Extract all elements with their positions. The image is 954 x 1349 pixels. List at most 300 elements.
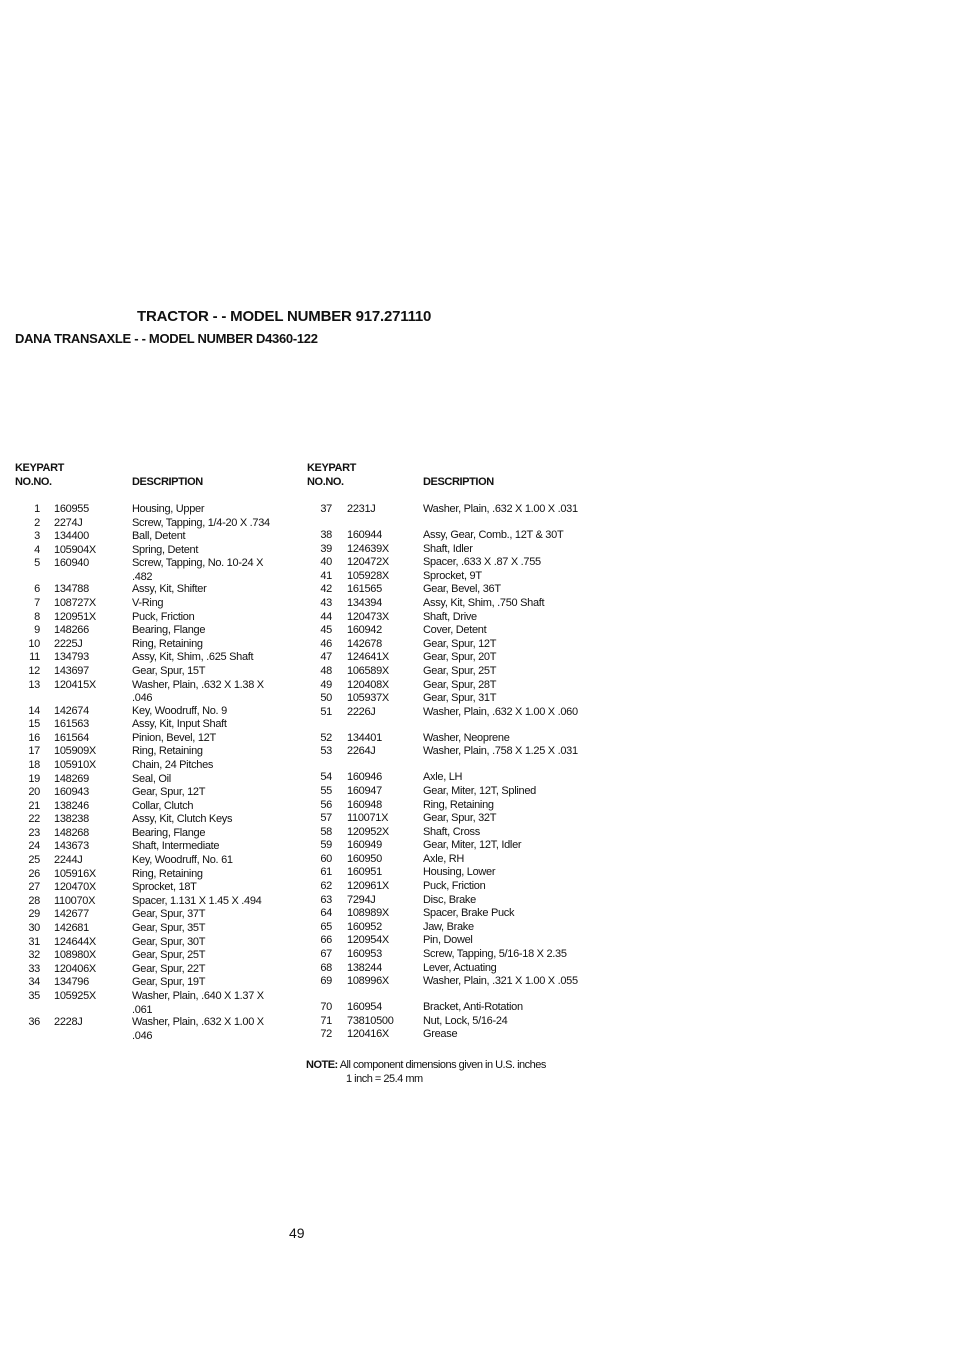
parts-row (300, 853, 600, 867)
part-description: Spacer, 1.131 X 1.45 X .494 (132, 894, 262, 907)
part-description: V-Ring (132, 596, 164, 609)
parts-row (300, 503, 600, 529)
key-number: 43 (320, 596, 332, 609)
nono-label: NO.NO. (307, 476, 344, 488)
part-number: 2244J (54, 854, 83, 867)
part-number: 160948 (347, 798, 382, 811)
parts-row (0, 679, 300, 705)
key-number: 2 (34, 516, 40, 529)
key-number: 64 (320, 907, 332, 920)
keypart-label: KEYPART (15, 462, 64, 474)
page-subtitle: DANA TRANSAXLE - - MODEL NUMBER D4360-122 (15, 331, 318, 346)
part-number: 160942 (347, 624, 382, 637)
part-number: 160954 (347, 1001, 382, 1014)
key-number: 23 (28, 826, 40, 839)
part-description: Grease (423, 1028, 458, 1041)
parts-row (300, 975, 600, 1001)
part-description: Washer, Plain, .632 X 1.00 X .060 (423, 705, 578, 718)
part-number: 160940 (54, 557, 89, 570)
part-number: 120472X (347, 556, 389, 569)
parts-list-left (0, 503, 300, 1042)
parts-row (300, 529, 600, 543)
part-number: 105910X (54, 758, 96, 771)
part-description: Shaft, Idler (423, 542, 473, 555)
key-number: 65 (320, 920, 332, 933)
part-description: Assy, Kit, Shim, .750 Shaft (423, 596, 545, 609)
part-number: 108980X (54, 949, 96, 962)
parts-row (300, 1015, 600, 1029)
part-number: 142674 (54, 704, 89, 717)
key-number: 58 (320, 825, 332, 838)
note-label: NOTE: (306, 1059, 338, 1071)
parts-row (0, 732, 300, 746)
key-number: 35 (28, 990, 40, 1002)
parts-row (0, 583, 300, 597)
parts-row (0, 854, 300, 868)
part-number: 160943 (54, 786, 89, 799)
parts-row (300, 921, 600, 935)
part-description: Assy, Gear, Comb., 12T & 30T (423, 529, 564, 541)
part-number: 160953 (347, 948, 382, 961)
description-header-left: DESCRIPTION (132, 476, 203, 488)
parts-row (0, 745, 300, 759)
part-number: 106589X (347, 664, 389, 677)
part-description: Gear, Spur, 19T (132, 976, 206, 989)
part-description: Ball, Detent (132, 530, 186, 543)
keypart-header-left (15, 461, 64, 489)
parts-row (300, 624, 600, 638)
key-number: 19 (28, 772, 40, 785)
parts-row (0, 990, 300, 1016)
key-number: 50 (320, 692, 332, 705)
part-description: Nut, Lock, 5/16-24 (423, 1014, 508, 1027)
parts-row (0, 611, 300, 625)
parts-row (300, 894, 600, 908)
parts-row (0, 759, 300, 773)
parts-row (300, 638, 600, 652)
part-number: 134400 (54, 530, 89, 543)
key-number: 52 (320, 731, 332, 744)
key-number: 44 (320, 610, 332, 623)
key-number: 69 (320, 975, 332, 988)
part-description: Bearing, Flange (132, 826, 206, 839)
part-description: Housing, Upper (132, 503, 205, 515)
parts-row (300, 597, 600, 611)
parts-row (300, 543, 600, 557)
parts-row (0, 638, 300, 652)
key-number: 3 (34, 530, 40, 543)
part-description: Ring, Retaining (423, 798, 494, 811)
key-number: 30 (28, 922, 40, 935)
part-number: 134796 (54, 976, 89, 989)
part-number: 120470X (54, 881, 96, 894)
parts-row (300, 866, 600, 880)
parts-row (0, 813, 300, 827)
parts-row (0, 503, 300, 517)
parts-row (0, 557, 300, 583)
key-number: 45 (320, 624, 332, 637)
part-description: Shaft, Drive (423, 610, 477, 623)
part-number: 161565 (347, 583, 382, 596)
part-number: 134793 (54, 651, 89, 664)
part-description: Gear, Spur, 22T (132, 962, 206, 975)
page-number: 49 (289, 1225, 305, 1241)
parts-row (300, 611, 600, 625)
part-number: 110070X (54, 894, 96, 907)
part-description: Ring, Retaining (132, 637, 203, 650)
key-number: 62 (320, 880, 332, 893)
parts-row (0, 786, 300, 800)
parts-row (300, 907, 600, 921)
parts-row (300, 732, 600, 746)
key-number: 26 (28, 867, 40, 880)
dimensions-note (306, 1058, 546, 1086)
parts-row (300, 799, 600, 813)
key-number: 8 (34, 610, 40, 623)
part-number: 120951X (54, 610, 96, 623)
parts-row (300, 934, 600, 948)
parts-row (0, 530, 300, 544)
parts-row (300, 679, 600, 693)
parts-row (0, 773, 300, 787)
part-description: Washer, Plain, .640 X 1.37 X .061 (132, 990, 264, 1016)
parts-row (300, 570, 600, 584)
parts-row (0, 718, 300, 732)
part-description: Spacer, Brake Puck (423, 907, 515, 920)
key-number: 49 (320, 678, 332, 691)
parts-row (0, 963, 300, 977)
part-number: 134401 (347, 731, 382, 744)
part-description: Gear, Spur, 35T (132, 922, 206, 935)
part-number: 108989X (347, 907, 389, 920)
part-number: 7294J (347, 893, 376, 906)
part-number: 2231J (347, 503, 376, 515)
part-description: Assy, Kit, Clutch Keys (132, 813, 233, 826)
key-number: 20 (28, 786, 40, 799)
part-number: 120473X (347, 610, 389, 623)
parts-row (0, 705, 300, 719)
part-number: 160944 (347, 529, 382, 541)
key-number: 11 (29, 651, 40, 664)
key-number: 61 (320, 866, 332, 879)
parts-row (300, 583, 600, 597)
part-number: 142678 (347, 637, 382, 650)
part-description: Screw, Tapping, 5/16-18 X 2.35 (423, 948, 567, 961)
key-number: 40 (320, 556, 332, 569)
part-number: 120954X (347, 934, 389, 947)
key-number: 5 (34, 557, 40, 570)
parts-row (0, 936, 300, 950)
key-number: 16 (28, 731, 40, 744)
parts-row (300, 948, 600, 962)
key-number: 57 (320, 812, 332, 825)
part-number: 160951 (347, 866, 382, 879)
nono-label: NO.NO. (15, 476, 52, 488)
key-number: 72 (320, 1028, 332, 1041)
key-number: 12 (28, 664, 40, 677)
part-description: Spacer, .633 X .87 X .755 (423, 556, 541, 569)
parts-row (300, 812, 600, 826)
key-number: 29 (28, 908, 40, 921)
parts-row (300, 1001, 600, 1015)
key-number: 46 (320, 637, 332, 650)
part-number: 161564 (54, 731, 89, 744)
part-number: 138238 (54, 813, 89, 826)
part-description: Ring, Retaining (132, 867, 203, 880)
part-number: 148269 (54, 772, 89, 785)
key-number: 25 (28, 854, 40, 867)
key-number: 68 (320, 961, 332, 974)
note-conversion: 1 inch = 25.4 mm (346, 1073, 423, 1085)
key-number: 24 (28, 840, 40, 853)
parts-row (0, 922, 300, 936)
parts-row (0, 949, 300, 963)
key-number: 7 (34, 596, 40, 609)
part-description: Washer, Plain, .321 X 1.00 X .055 (423, 975, 578, 988)
page-title: TRACTOR - - MODEL NUMBER 917.271110 (137, 308, 432, 325)
part-description: Jaw, Brake (423, 920, 474, 933)
part-number: 120415X (54, 678, 96, 691)
part-description: Gear, Miter, 12T, Splined (423, 784, 536, 797)
parts-row (0, 976, 300, 990)
key-number: 9 (34, 624, 40, 637)
part-description: Gear, Spur, 25T (423, 664, 497, 677)
key-number: 53 (320, 745, 332, 758)
key-number: 10 (28, 637, 40, 650)
part-number: 124644X (54, 935, 96, 948)
key-number: 48 (320, 664, 332, 677)
parts-row (300, 826, 600, 840)
key-number: 22 (28, 813, 40, 826)
key-number: 71 (320, 1014, 332, 1027)
part-description: Seal, Oil (132, 772, 171, 785)
parts-row (0, 624, 300, 638)
part-number: 73810500 (347, 1014, 394, 1027)
part-number: 120961X (347, 880, 389, 893)
parts-row (0, 840, 300, 854)
key-number: 14 (28, 704, 40, 717)
part-description: Spring, Detent (132, 543, 199, 556)
key-number: 38 (320, 529, 332, 541)
part-description: Shaft, Intermediate (132, 840, 220, 853)
part-number: 160947 (347, 784, 382, 797)
part-description: Assy, Kit, Input Shaft (132, 718, 227, 731)
part-number: 120406X (54, 962, 96, 975)
part-description: Pinion, Bevel, 12T (132, 731, 216, 744)
part-number: 142681 (54, 922, 89, 935)
key-number: 15 (28, 718, 40, 731)
key-number: 21 (28, 799, 40, 812)
part-number: 2226J (347, 705, 376, 718)
parts-row (0, 597, 300, 611)
parts-row (300, 692, 600, 706)
key-number: 51 (320, 705, 332, 718)
parts-row (300, 665, 600, 679)
parts-row (300, 771, 600, 785)
parts-row (0, 881, 300, 895)
part-number: 110071X (347, 812, 389, 825)
part-number: 105937X (347, 692, 389, 705)
key-number: 55 (320, 784, 332, 797)
part-number: 134394 (347, 596, 382, 609)
key-number: 60 (320, 852, 332, 865)
part-description: Bracket, Anti-Rotation (423, 1001, 523, 1014)
parts-row (300, 880, 600, 894)
parts-list-right (300, 503, 600, 1042)
part-number: 2225J (54, 637, 83, 650)
part-description: Screw, Tapping, 1/4-20 X .734 (132, 516, 270, 529)
part-description: Disc, Brake (423, 893, 476, 906)
part-number: 108727X (54, 596, 96, 609)
part-description: Key, Woodruff, No. 9 (132, 704, 227, 717)
part-number: 161563 (54, 718, 89, 731)
parts-row (0, 1016, 300, 1042)
key-number: 37 (320, 503, 332, 515)
part-number: 160949 (347, 839, 382, 852)
part-description: Gear, Spur, 31T (423, 692, 497, 705)
part-description: Lever, Actuating (423, 961, 497, 974)
key-number: 70 (320, 1001, 332, 1014)
key-number: 4 (34, 543, 40, 556)
part-number: 105916X (54, 867, 96, 880)
part-number: 160955 (54, 503, 89, 515)
part-description: Pin, Dowel (423, 934, 473, 947)
key-number: 17 (28, 745, 40, 758)
parts-row (0, 665, 300, 679)
key-number: 31 (28, 935, 40, 948)
key-number: 47 (320, 651, 332, 664)
key-number: 54 (320, 771, 332, 784)
part-number: 120952X (347, 825, 389, 838)
part-description: Puck, Friction (132, 610, 195, 623)
part-description: Screw, Tapping, No. 10-24 X .482 (132, 557, 264, 583)
parts-row (300, 651, 600, 665)
part-description: Washer, Neoprene (423, 731, 510, 744)
parts-row (0, 827, 300, 841)
key-number: 27 (28, 881, 40, 894)
part-description: Gear, Spur, 30T (132, 935, 206, 948)
part-number: 138246 (54, 799, 89, 812)
part-description: Washer, Plain, .632 X 1.38 X .046 (132, 678, 264, 705)
part-number: 108996X (347, 975, 389, 988)
part-number: 148268 (54, 826, 89, 839)
part-description: Shaft, Cross (423, 825, 480, 838)
part-description: Axle, LH (423, 771, 463, 784)
parts-row (300, 1028, 600, 1042)
part-description: Washer, Plain, .758 X 1.25 X .031 (423, 745, 578, 758)
part-number: 160946 (347, 771, 382, 784)
key-number: 13 (28, 678, 40, 691)
part-number: 134788 (54, 583, 89, 596)
part-description: Cover, Detent (423, 624, 487, 637)
part-number: 160952 (347, 920, 382, 933)
keypart-label: KEYPART (307, 462, 356, 474)
parts-row (300, 706, 600, 732)
part-number: 105925X (54, 990, 96, 1002)
part-description: Sprocket, 18T (132, 881, 197, 894)
part-number: 124639X (347, 542, 389, 555)
part-number: 143697 (54, 664, 89, 677)
part-number: 2264J (347, 745, 376, 758)
key-number: 59 (320, 839, 332, 852)
key-number: 1 (34, 503, 40, 515)
part-number: 138244 (347, 961, 382, 974)
key-number: 56 (320, 798, 332, 811)
part-description: Collar, Clutch (132, 799, 194, 812)
parts-row (300, 745, 600, 771)
key-number: 6 (34, 583, 40, 596)
part-number: 148266 (54, 624, 89, 637)
key-number: 32 (28, 949, 40, 962)
note-text: All component dimensions given in U.S. inches (339, 1059, 546, 1071)
key-number: 18 (28, 758, 40, 771)
part-description: Assy, Kit, Shifter (132, 583, 207, 596)
key-number: 63 (320, 893, 332, 906)
parts-row (0, 895, 300, 909)
parts-row (0, 517, 300, 531)
parts-row (300, 962, 600, 976)
parts-row (300, 785, 600, 799)
parts-row (0, 908, 300, 922)
parts-row (0, 800, 300, 814)
part-description: Gear, Spur, 12T (423, 637, 497, 650)
part-description: Housing, Lower (423, 866, 496, 879)
parts-row (0, 651, 300, 665)
part-number: 143673 (54, 840, 89, 853)
parts-row (300, 839, 600, 853)
description-header-right: DESCRIPTION (423, 476, 494, 488)
part-description: Gear, Spur, 25T (132, 949, 206, 962)
key-number: 39 (320, 542, 332, 555)
part-description: Gear, Spur, 28T (423, 678, 497, 691)
parts-row (300, 556, 600, 570)
part-description: Key, Woodruff, No. 61 (132, 854, 233, 867)
key-number: 67 (320, 948, 332, 961)
part-description: Gear, Miter, 12T, Idler (423, 839, 522, 852)
part-number: 2228J (54, 1016, 83, 1028)
part-description: Assy, Kit, Shim, .625 Shaft (132, 651, 254, 664)
part-number: 105909X (54, 745, 96, 758)
part-number: 120416X (347, 1028, 389, 1041)
part-description: Gear, Spur, 37T (132, 908, 206, 921)
part-description: Gear, Spur, 15T (132, 664, 206, 677)
parts-row (0, 868, 300, 882)
part-number: 120408X (347, 678, 389, 691)
part-description: Gear, Bevel, 36T (423, 583, 501, 596)
key-number: 42 (320, 583, 332, 596)
part-description: Gear, Spur, 12T (132, 786, 206, 799)
part-description: Sprocket, 9T (423, 569, 482, 582)
part-description: Gear, Spur, 20T (423, 651, 497, 664)
key-number: 33 (28, 962, 40, 975)
key-number: 36 (28, 1016, 40, 1028)
part-description: Washer, Plain, .632 X 1.00 X .046 (132, 1016, 264, 1042)
key-number: 41 (320, 569, 332, 582)
key-number: 28 (28, 894, 40, 907)
part-number: 2274J (54, 516, 83, 529)
part-number: 105928X (347, 569, 389, 582)
part-number: 160950 (347, 852, 382, 865)
part-description: Puck, Friction (423, 880, 486, 893)
part-number: 124641X (347, 651, 389, 664)
part-description: Chain, 24 Pitches (132, 758, 214, 771)
part-number: 105904X (54, 543, 96, 556)
keypart-header-right (307, 461, 356, 489)
part-description: Gear, Spur, 32T (423, 812, 497, 825)
key-number: 66 (320, 934, 332, 947)
part-number: 142677 (54, 908, 89, 921)
parts-row (0, 544, 300, 558)
